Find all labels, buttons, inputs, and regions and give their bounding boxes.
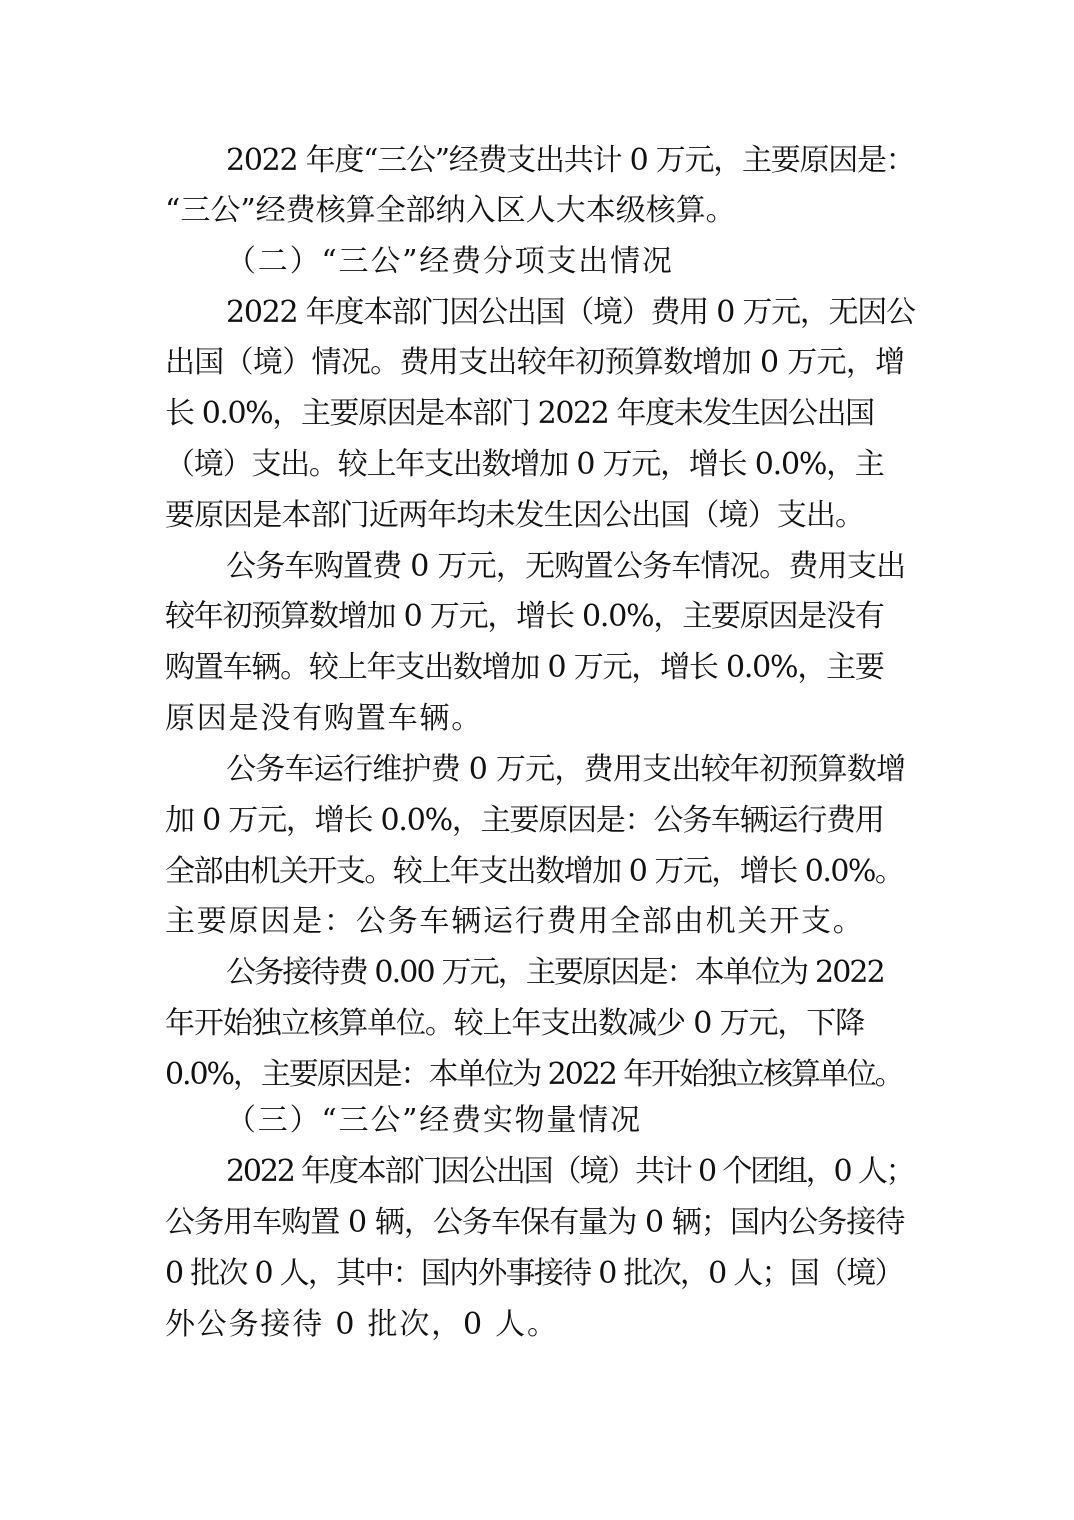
paragraph-line: 2022 年度本部门因公出国（境）共计 0 个团组，0 人；: [226, 1154, 914, 1189]
paragraph-line: 0 批次 0 人，其中：国内外事接待 0 批次，0 人；国（境）: [165, 1256, 903, 1291]
paragraph-line: 外公务接待 0 批次，0 人。: [165, 1307, 559, 1342]
paragraph-line: 公务车运行维护费 0 万元，费用支出较年初预算数增: [226, 752, 906, 787]
paragraph-line: 较年初预算数增加 0 万元，增长 0.0%，主要原因是没有: [165, 599, 884, 634]
paragraph-line: 主要原因是：公务车辆运行费用全部由机关开支。: [165, 904, 865, 939]
section-heading: （二）“三公”经费分项支出情况: [226, 244, 674, 279]
paragraph-line: 原因是没有购置车辆。: [165, 701, 483, 736]
paragraph-line: 2022 年度本部门因公出国（境）费用 0 万元，无因公: [226, 295, 915, 330]
paragraph-line: 公务车购置费 0 万元，无购置公务车情况。费用支出: [226, 549, 906, 584]
paragraph-line: 年开始独立核算单位。较上年支出数减少 0 万元，下降: [165, 1006, 865, 1041]
paragraph-line: （境）支出。较上年支出数增加 0 万元，增长 0.0%，主: [165, 447, 884, 482]
paragraph-line: 2022 年度“三公”经费支出共计 0 万元，主要原因是：: [226, 143, 915, 178]
paragraph-line: 全部由机关开支。较上年支出数增加 0 万元，增长 0.0%。: [165, 854, 904, 889]
paragraph-line: 公务用车购置 0 辆，公务车保有量为 0 辆；国内公务接待: [165, 1205, 905, 1240]
paragraph-line: 要原因是本部门近两年均未发生因公出国（境）支出。: [165, 498, 865, 533]
paragraph-line: 加 0 万元，增长 0.0%，主要原因是：公务车辆运行费用: [165, 803, 884, 838]
paragraph-line: 公务接待费 0.00 万元，主要原因是：本单位为 2022: [226, 955, 884, 990]
paragraph-line: 出国（境）情况。费用支出较年初预算数增加 0 万元，增: [165, 345, 905, 380]
paragraph-line: 购置车辆。较上年支出数增加 0 万元，增长 0.0%，主要: [165, 650, 884, 685]
paragraph-line: 长 0.0%，主要原因是本部门 2022 年度未发生因公出国: [165, 396, 874, 431]
paragraph-line: 0.0%，主要原因是：本单位为 2022 年开始独立核算单位。: [165, 1057, 903, 1092]
paragraph-line: “三公”经费核算全部纳入区人大本级核算。: [165, 193, 736, 228]
section-heading: （三）“三公”经费实物量情况: [226, 1103, 642, 1138]
